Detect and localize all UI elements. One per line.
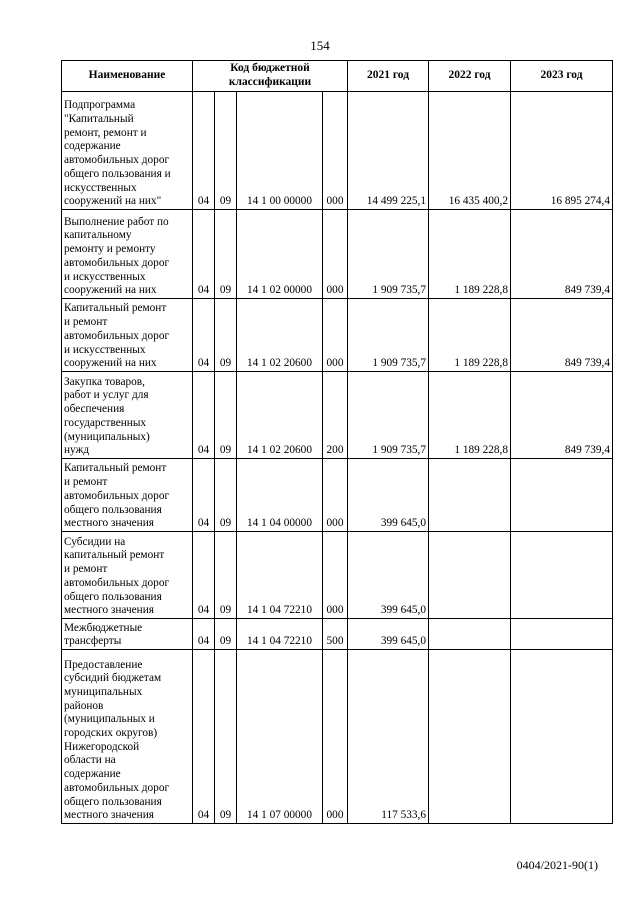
row-subsection: 09 bbox=[215, 619, 237, 650]
row-subsection: 09 bbox=[215, 210, 237, 299]
table-row bbox=[62, 372, 613, 459]
row-2022: 1 189 228,8 bbox=[429, 372, 511, 459]
header-2021: 2021 год bbox=[348, 61, 429, 92]
row-name: Субсидии на капитальный ремонт и ремонт автомобильных дорог общего пользования местного значения bbox=[62, 532, 193, 619]
row-name: Выполнение работ по капитальному ремонту и ремонту автомобильных дорог и искусственных сооружений на них bbox=[62, 210, 193, 299]
row-name: Капитальный ремонт и ремонт автомобильных дорог и искусственных сооружений на них bbox=[62, 299, 193, 372]
row-expense-type: 000 bbox=[323, 92, 348, 210]
table-row bbox=[62, 459, 613, 532]
row-section: 04 bbox=[193, 210, 215, 299]
row-2023 bbox=[511, 619, 613, 650]
row-2021: 14 499 225,1 bbox=[348, 92, 429, 210]
row-target-article: 14 1 04 72210 bbox=[237, 619, 323, 650]
row-section: 04 bbox=[193, 532, 215, 619]
row-section: 04 bbox=[193, 299, 215, 372]
row-2022 bbox=[429, 650, 511, 824]
row-expense-type: 000 bbox=[323, 532, 348, 619]
row-expense-type: 000 bbox=[323, 210, 348, 299]
row-2022: 1 189 228,8 bbox=[429, 299, 511, 372]
table-row bbox=[62, 92, 613, 210]
row-target-article: 14 1 02 00000 bbox=[237, 210, 323, 299]
table-row bbox=[62, 210, 613, 299]
row-name: Закупка товаров, работ и услуг для обеспечения государственных (муниципальных) нужд bbox=[62, 372, 193, 459]
row-target-article: 14 1 07 00000 bbox=[237, 650, 323, 824]
row-2022: 1 189 228,8 bbox=[429, 210, 511, 299]
row-target-article: 14 1 04 72210 bbox=[237, 532, 323, 619]
table-row bbox=[62, 299, 613, 372]
row-2023: 16 895 274,4 bbox=[511, 92, 613, 210]
header-2022: 2022 год bbox=[429, 61, 511, 92]
row-name: Предоставление субсидий бюджетам муниципальных районов (муниципальных и городских округов) Нижегородской области на содержание автомобильных дорог общего пользования местного значения bbox=[62, 650, 193, 824]
row-2023 bbox=[511, 650, 613, 824]
row-2021: 1 909 735,7 bbox=[348, 299, 429, 372]
header-2023: 2023 год bbox=[511, 61, 613, 92]
row-2023 bbox=[511, 532, 613, 619]
row-name: Подпрограмма "Капитальный ремонт, ремонт и содержание автомобильных дорог общего пользования и искусственных сооружений на них" bbox=[62, 92, 193, 210]
row-subsection: 09 bbox=[215, 532, 237, 619]
table-row bbox=[62, 650, 613, 824]
row-2022 bbox=[429, 459, 511, 532]
row-target-article: 14 1 00 00000 bbox=[237, 92, 323, 210]
row-2022 bbox=[429, 619, 511, 650]
row-expense-type: 000 bbox=[323, 299, 348, 372]
row-2021: 1 909 735,7 bbox=[348, 210, 429, 299]
table-row bbox=[62, 532, 613, 619]
row-expense-type: 000 bbox=[323, 459, 348, 532]
table-row bbox=[62, 619, 613, 650]
row-2022 bbox=[429, 532, 511, 619]
header-code: Код бюджетной классификации bbox=[193, 61, 348, 92]
row-section: 04 bbox=[193, 459, 215, 532]
table-header-row bbox=[62, 61, 613, 92]
row-2023: 849 739,4 bbox=[511, 372, 613, 459]
row-name: Капитальный ремонт и ремонт автомобильных дорог общего пользования местного значения bbox=[62, 459, 193, 532]
row-2021: 399 645,0 bbox=[348, 459, 429, 532]
budget-table bbox=[61, 60, 613, 824]
row-section: 04 bbox=[193, 372, 215, 459]
row-section: 04 bbox=[193, 92, 215, 210]
row-2021: 399 645,0 bbox=[348, 619, 429, 650]
row-2023: 849 739,4 bbox=[511, 210, 613, 299]
row-2022: 16 435 400,2 bbox=[429, 92, 511, 210]
row-target-article: 14 1 02 20600 bbox=[237, 299, 323, 372]
row-subsection: 09 bbox=[215, 650, 237, 824]
row-expense-type: 000 bbox=[323, 650, 348, 824]
document-number: 0404/2021-90(1) bbox=[516, 858, 598, 872]
row-2021: 399 645,0 bbox=[348, 532, 429, 619]
row-subsection: 09 bbox=[215, 92, 237, 210]
row-2023: 849 739,4 bbox=[511, 299, 613, 372]
row-section: 04 bbox=[193, 619, 215, 650]
row-expense-type: 500 bbox=[323, 619, 348, 650]
row-target-article: 14 1 04 00000 bbox=[237, 459, 323, 532]
row-subsection: 09 bbox=[215, 459, 237, 532]
row-2023 bbox=[511, 459, 613, 532]
row-section: 04 bbox=[193, 650, 215, 824]
page-number: 154 bbox=[310, 38, 330, 53]
row-name: Межбюджетные трансферты bbox=[62, 619, 193, 650]
row-target-article: 14 1 02 20600 bbox=[237, 372, 323, 459]
row-2021: 117 533,6 bbox=[348, 650, 429, 824]
row-subsection: 09 bbox=[215, 372, 237, 459]
header-name: Наименование bbox=[62, 61, 193, 92]
row-subsection: 09 bbox=[215, 299, 237, 372]
row-2021: 1 909 735,7 bbox=[348, 372, 429, 459]
row-expense-type: 200 bbox=[323, 372, 348, 459]
